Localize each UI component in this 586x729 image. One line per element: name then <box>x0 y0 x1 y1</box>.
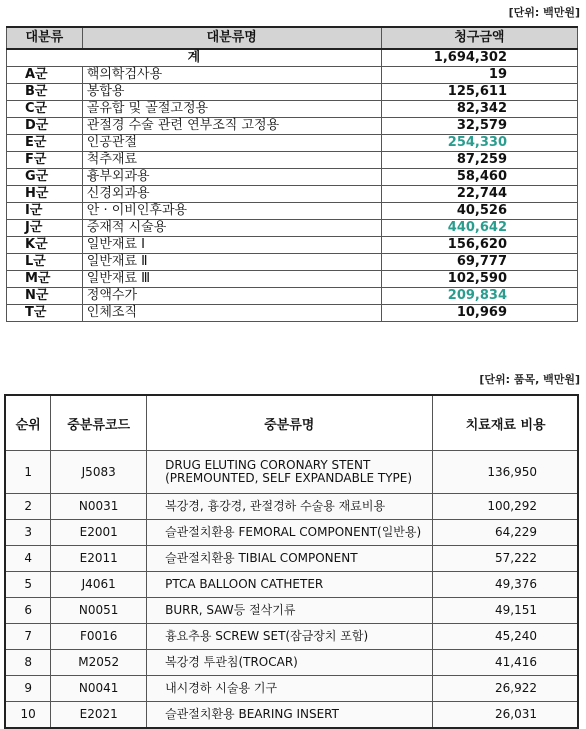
subcategory-name-line2: (PREMOUNTED, SELF EXPANDABLE TYPE) <box>165 471 413 485</box>
claim-amount: 32,579 <box>381 118 577 135</box>
category-code: D군 <box>7 118 83 135</box>
rank: 7 <box>5 624 51 650</box>
major-category-table <box>6 26 578 322</box>
subcategory-name-line1: 슬관절치환용 FEMORAL COMPONENT(일반용) <box>165 525 422 539</box>
table-row <box>7 305 578 322</box>
subcategory-name-line1: 내시경하 시술용 기구 <box>165 681 278 695</box>
table-row <box>5 572 578 598</box>
subcategory-code: E2021 <box>51 702 147 729</box>
rank: 3 <box>5 520 51 546</box>
treatment-cost: 136,950 <box>433 451 578 494</box>
subcategory-code: N0041 <box>51 676 147 702</box>
rank: 10 <box>5 702 51 729</box>
claim-amount: 254,330 <box>381 135 577 152</box>
total-label: 계 <box>7 49 382 67</box>
category-name: 일반재료 Ⅰ <box>82 237 381 254</box>
table-row <box>7 101 578 118</box>
table2-header-row <box>5 395 578 451</box>
table-row <box>7 220 578 237</box>
subcategory-name <box>147 451 433 494</box>
table-row <box>7 152 578 169</box>
claim-amount: 102,590 <box>381 271 577 288</box>
category-name: 봉합용 <box>82 84 381 101</box>
category-name: 흉부외과용 <box>82 169 381 186</box>
category-name: 인공관절 <box>82 135 381 152</box>
category-name: 척추재료 <box>82 152 381 169</box>
category-code: A군 <box>7 67 83 84</box>
category-name: 중재적 시술용 <box>82 220 381 237</box>
table1-header-row <box>7 27 578 49</box>
table-row <box>7 84 578 101</box>
table-row <box>5 451 578 494</box>
table-row <box>5 598 578 624</box>
category-code: E군 <box>7 135 83 152</box>
subcategory-code: M2052 <box>51 650 147 676</box>
subcategory-code: J4061 <box>51 572 147 598</box>
subcategory-name-line1: 복강경 투관침(TROCAR) <box>165 655 298 669</box>
claim-amount: 69,777 <box>381 254 577 271</box>
claim-amount: 82,342 <box>381 101 577 118</box>
subcategory-name <box>147 494 433 520</box>
category-name: 일반재료 Ⅲ <box>82 271 381 288</box>
claim-amount: 19 <box>381 67 577 84</box>
category-name: 관절경 수술 관련 연부조직 고정용 <box>82 118 381 135</box>
subcategory-code: E2001 <box>51 520 147 546</box>
category-code: M군 <box>7 271 83 288</box>
treatment-cost: 26,922 <box>433 676 578 702</box>
total-row <box>7 49 578 67</box>
table-row <box>7 118 578 135</box>
claim-amount: 209,834 <box>381 288 577 305</box>
category-name: 안 · 이비인후과용 <box>82 203 381 220</box>
rank: 8 <box>5 650 51 676</box>
subcategory-name <box>147 676 433 702</box>
unit-label-bottom: [단위: 품목, 백만원] <box>479 373 580 386</box>
header-rank: 순위 <box>5 395 51 451</box>
subcategory-name-line1: DRUG ELUTING CORONARY STENT <box>165 458 371 472</box>
table-row <box>5 494 578 520</box>
category-code: T군 <box>7 305 83 322</box>
table-row <box>7 186 578 203</box>
claim-amount: 22,744 <box>381 186 577 203</box>
table-row <box>5 676 578 702</box>
rank: 1 <box>5 451 51 494</box>
subcategory-code: J5083 <box>51 451 147 494</box>
category-code: I군 <box>7 203 83 220</box>
category-code: C군 <box>7 101 83 118</box>
rank: 9 <box>5 676 51 702</box>
rank: 4 <box>5 546 51 572</box>
category-code: F군 <box>7 152 83 169</box>
header-claim-amount: 청구금액 <box>381 27 577 49</box>
claim-amount: 58,460 <box>381 169 577 186</box>
treatment-cost: 64,229 <box>433 520 578 546</box>
treatment-cost: 41,416 <box>433 650 578 676</box>
table-row <box>7 288 578 305</box>
table-row <box>5 650 578 676</box>
claim-amount: 87,259 <box>381 152 577 169</box>
subcategory-code: F0016 <box>51 624 147 650</box>
table-row <box>7 271 578 288</box>
category-name: 일반재료 Ⅱ <box>82 254 381 271</box>
rank: 6 <box>5 598 51 624</box>
category-name: 신경외과용 <box>82 186 381 203</box>
header-major-category: 대분류 <box>7 27 83 49</box>
subcategory-name <box>147 598 433 624</box>
treatment-cost: 45,240 <box>433 624 578 650</box>
table-row <box>7 237 578 254</box>
claim-amount: 156,620 <box>381 237 577 254</box>
table-row <box>7 169 578 186</box>
category-code: B군 <box>7 84 83 101</box>
subcategory-name-line1: 복강경, 흉강경, 관절경하 수술용 재료비용 <box>165 499 386 513</box>
claim-amount: 10,969 <box>381 305 577 322</box>
subcategory-name <box>147 572 433 598</box>
table-row <box>5 624 578 650</box>
unit-label-top: [단위: 백만원] <box>508 6 580 19</box>
table-row <box>7 203 578 220</box>
header-major-category-name: 대분류명 <box>82 27 381 49</box>
treatment-cost: 57,222 <box>433 546 578 572</box>
header-subcategory-name: 중분류명 <box>147 395 433 451</box>
subcategory-name <box>147 546 433 572</box>
table-row <box>7 254 578 271</box>
total-value: 1,694,302 <box>381 49 577 67</box>
claim-amount: 125,611 <box>381 84 577 101</box>
subcategory-name <box>147 624 433 650</box>
subcategory-name <box>147 520 433 546</box>
category-code: L군 <box>7 254 83 271</box>
subcategory-code: E2011 <box>51 546 147 572</box>
rank: 5 <box>5 572 51 598</box>
subcategory-name-line1: 슬관절치환용 TIBIAL COMPONENT <box>165 551 358 565</box>
subcategory-name-line1: BURR, SAW등 절삭기류 <box>165 603 296 617</box>
subcategory-name-line1: 흉요추용 SCREW SET(잠금장치 포함) <box>165 629 369 643</box>
subcategory-name <box>147 650 433 676</box>
category-name: 골유합 및 골절고정용 <box>82 101 381 118</box>
subcategory-name <box>147 702 433 729</box>
category-code: N군 <box>7 288 83 305</box>
treatment-cost: 26,031 <box>433 702 578 729</box>
top10-subcategory-table <box>4 394 579 729</box>
category-name: 정액수가 <box>82 288 381 305</box>
treatment-cost: 49,376 <box>433 572 578 598</box>
category-name: 핵의학검사용 <box>82 67 381 84</box>
subcategory-name-line1: 슬관절치환용 BEARING INSERT <box>165 707 339 721</box>
category-code: K군 <box>7 237 83 254</box>
category-name: 인체조직 <box>82 305 381 322</box>
claim-amount: 440,642 <box>381 220 577 237</box>
table-row <box>7 67 578 84</box>
claim-amount: 40,526 <box>381 203 577 220</box>
table-row <box>7 135 578 152</box>
table-row <box>5 702 578 729</box>
rank: 2 <box>5 494 51 520</box>
table-row <box>5 520 578 546</box>
subcategory-code: N0051 <box>51 598 147 624</box>
treatment-cost: 100,292 <box>433 494 578 520</box>
header-treatment-cost: 치료재료 비용 <box>433 395 578 451</box>
category-code: G군 <box>7 169 83 186</box>
treatment-cost: 49,151 <box>433 598 578 624</box>
table-row <box>5 546 578 572</box>
subcategory-code: N0031 <box>51 494 147 520</box>
category-code: H군 <box>7 186 83 203</box>
subcategory-name-line1: PTCA BALLOON CATHETER <box>165 577 324 591</box>
category-code: J군 <box>7 220 83 237</box>
header-subcategory-code: 중분류코드 <box>51 395 147 451</box>
